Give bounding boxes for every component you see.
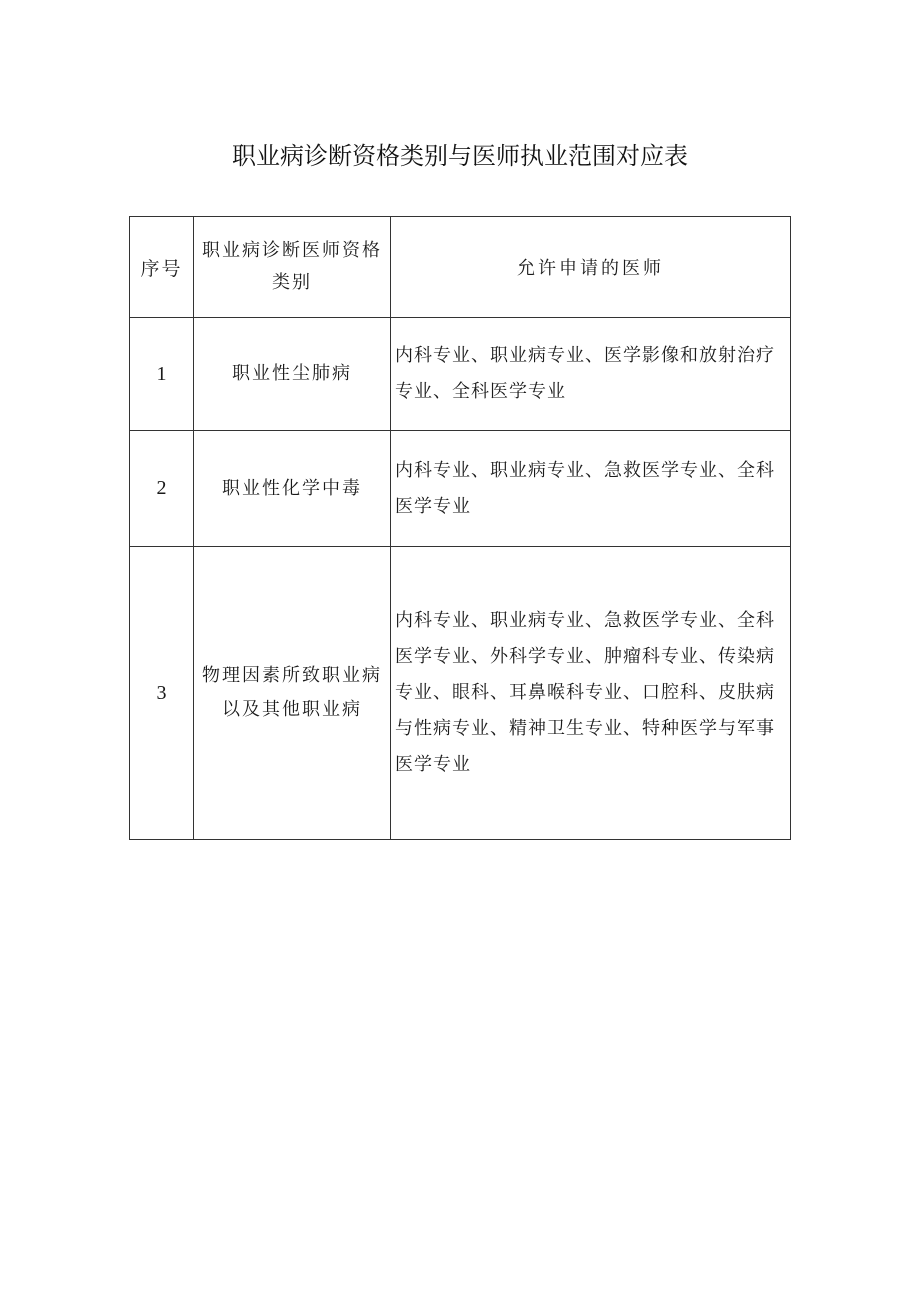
table-row (130, 431, 791, 547)
table-row (130, 318, 791, 431)
row-seq: 3 (130, 547, 194, 840)
row-allowed: 内科专业、职业病专业、急救医学专业、全科医学专业、外科学专业、肿瘤科专业、传染病专业、眼科、耳鼻喉科专业、口腔科、皮肤病与性病专业、精神卫生专业、特种医学与军事医学专业 (391, 547, 791, 840)
row-allowed: 内科专业、职业病专业、急救医学专业、全科医学专业 (391, 431, 791, 547)
row-seq: 2 (130, 431, 194, 547)
document-title: 职业病诊断资格类别与医师执业范围对应表 (232, 142, 688, 170)
row-allowed: 内科专业、职业病专业、医学影像和放射治疗专业、全科医学专业 (391, 318, 791, 431)
table-row (130, 547, 791, 840)
table-header-row (130, 217, 791, 318)
header-allowed: 允许申请的医师 (391, 217, 791, 318)
row-category: 物理因素所致职业病以及其他职业病 (194, 547, 391, 840)
row-seq: 1 (130, 318, 194, 431)
row-category: 职业性尘肺病 (194, 318, 391, 431)
row-category: 职业性化学中毒 (194, 431, 391, 547)
header-category: 职业病诊断医师资格类别 (194, 217, 391, 318)
header-seq: 序号 (130, 217, 194, 318)
qualification-table (129, 216, 791, 840)
